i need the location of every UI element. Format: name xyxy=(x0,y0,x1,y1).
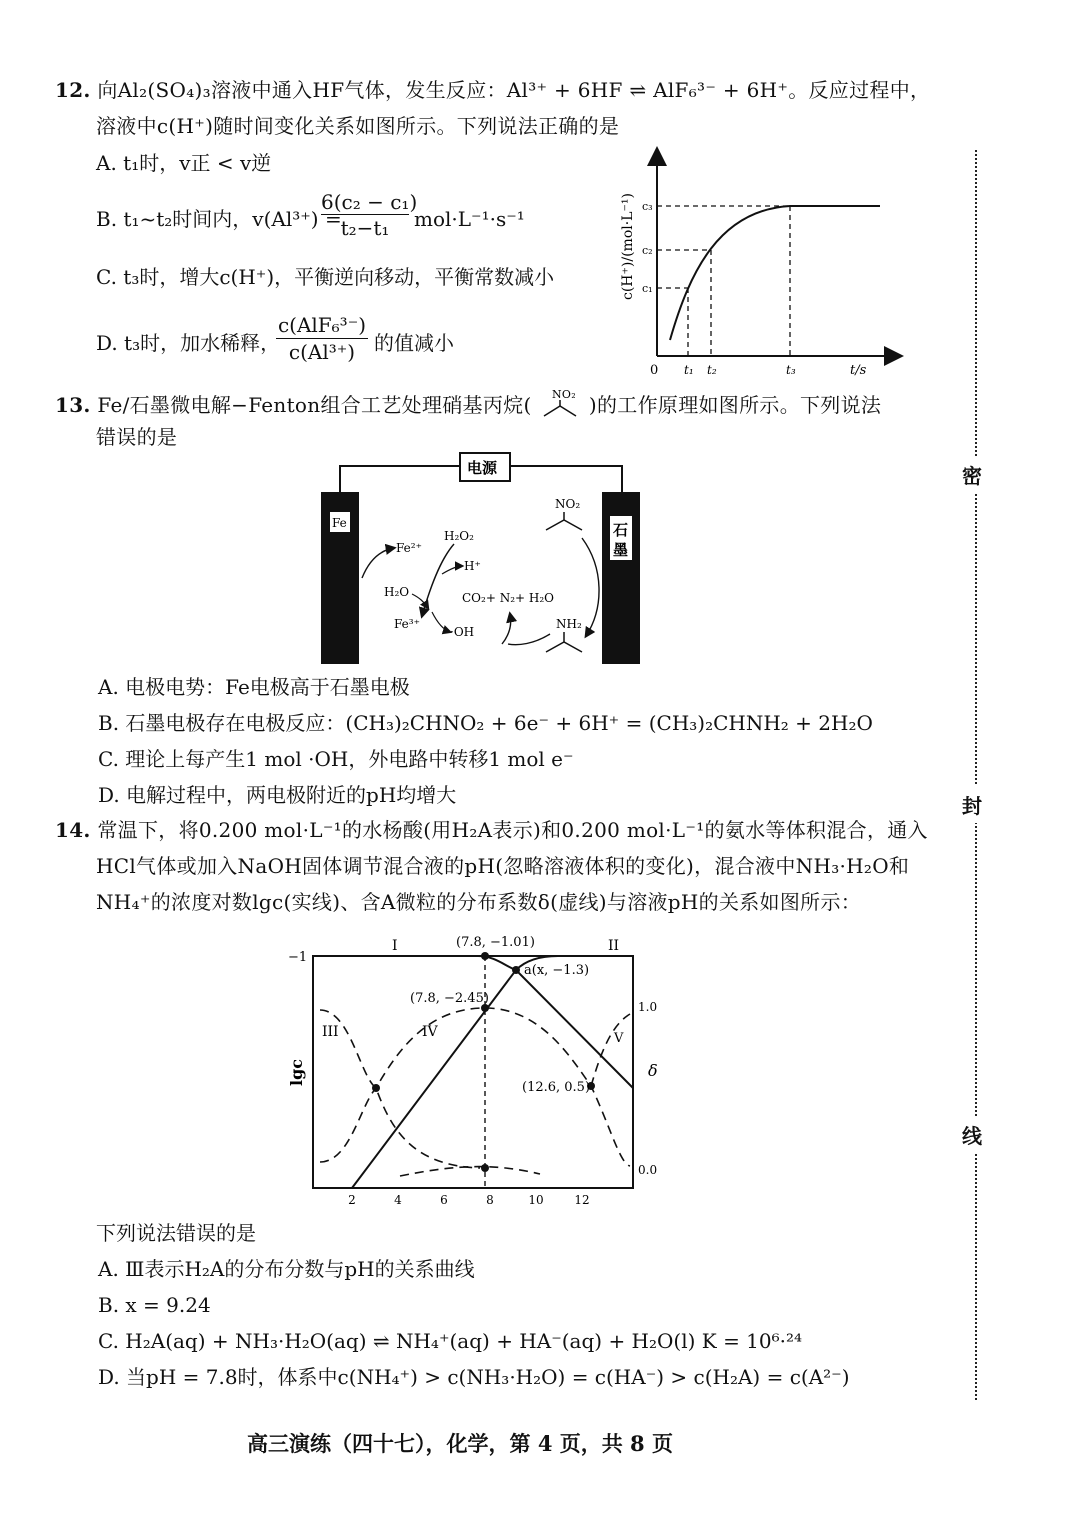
page-footer: 高三演练（四十七），化学，第 4 页，共 8 页 xyxy=(247,1431,673,1456)
q14-stem-line3: NH₄⁺的浓度对数lgc(实线)、含A微粒的分布系数δ(虚线)与溶液pH的关系如图所示： xyxy=(96,890,862,914)
q12-graph-c2: c₂ xyxy=(642,244,653,257)
q13-stem-text1b: )的工作原理如图所示。下列说法 xyxy=(588,393,882,417)
q12-stem-line1 xyxy=(55,77,930,103)
label-delta: δ xyxy=(648,1061,658,1080)
point-7.8-bottom xyxy=(481,1164,489,1172)
label-curve-I: I xyxy=(392,938,398,954)
q12-graph-origin: 0 xyxy=(650,363,659,378)
label-p2: (7.8, −2.45) xyxy=(410,991,489,1006)
q14-option-a: A. Ⅲ表示H₂A的分布分数与pH的关系曲线 xyxy=(98,1257,475,1281)
seal-char-xian: 线 xyxy=(962,1116,982,1153)
h2o2-label: H₂O₂ xyxy=(444,529,474,543)
xtick-4: 4 xyxy=(394,1193,402,1207)
external-circuit-wire-right xyxy=(510,466,622,492)
q12-graph-t3: t₃ xyxy=(786,363,796,377)
label-delta-1: 1.0 xyxy=(638,1000,658,1014)
nitro-group-label: NO₂ xyxy=(552,388,577,401)
q13-option-b: B. 石墨电极存在电极反应：(CH₃)₂CHNO₂ + 6e⁻ + 6H⁺ = (CH₃)₂CHNH₂ + 2H₂O xyxy=(98,711,873,735)
nitro-label: NO₂ xyxy=(555,497,581,511)
seal-dotted-line xyxy=(975,150,977,1400)
q12-graph-ylabel: c(H⁺)/(mol·L⁻¹) xyxy=(620,193,636,300)
seal-char-feng: 封 xyxy=(962,786,982,823)
hplus-arrow xyxy=(442,566,462,574)
hplus-label: H⁺ xyxy=(464,559,481,573)
label-pa: a(x, −1.3) xyxy=(524,963,590,978)
reduction-arrow xyxy=(582,538,599,636)
q14-option-b: B. x = 9.24 xyxy=(98,1293,211,1317)
label-curve-II: II xyxy=(608,938,620,954)
point-7.8-top xyxy=(481,952,489,960)
q12-option-b-fraction xyxy=(321,190,418,241)
label-delta-0: 0.0 xyxy=(638,1163,658,1177)
q12-graph-guides xyxy=(657,206,790,356)
q12-option-b-prefix: B. t₁~t₂时间内，v(Al³⁺) = xyxy=(96,207,342,231)
fe-electrode-label: Fe xyxy=(332,516,347,530)
q12-stem-text1: 向Al₂(SO₄)₃溶液中通入HF气体，发生反应：Al³⁺ + 6HF ⇌ AlF₆³⁻ + 6H⁺。反应过程中， xyxy=(97,78,931,102)
label-lgc: lgc xyxy=(287,1058,306,1086)
xtick-10: 10 xyxy=(528,1193,544,1207)
label-curve-III: III xyxy=(322,1024,339,1040)
label-p3: (12.6, 0.5) xyxy=(522,1080,591,1095)
q13-diagram xyxy=(312,448,652,670)
fe-to-fe2-arrow xyxy=(362,548,394,578)
q12-option-d-numerator: c(AlF₆³⁻) xyxy=(277,313,367,337)
q12-graph-c1: c₁ xyxy=(642,282,653,295)
q12-option-b-numerator: 6(c₂ − c₁) xyxy=(321,190,418,214)
q12-option-a: A. t₁时，v正 < v逆 xyxy=(96,151,272,175)
amine-to-oh-arrow xyxy=(508,634,550,645)
fenton-arrow xyxy=(422,544,454,616)
q14-number: 14. xyxy=(55,818,91,842)
q13-option-d: D. 电解过程中，两电极附近的pH均增大 xyxy=(98,783,457,807)
xtick-2: 2 xyxy=(348,1193,356,1207)
external-circuit-wire xyxy=(340,466,460,492)
q13-number: 13. xyxy=(55,393,91,417)
point-III-IV-cross xyxy=(372,1084,380,1092)
q12-graph-xlabel: t/s xyxy=(850,363,867,378)
q12-option-d-suffix: 的值减小 xyxy=(374,331,454,355)
q12-option-d-prefix: D. t₃时，加水稀释， xyxy=(96,331,281,355)
x-axis-ticks xyxy=(348,1193,589,1207)
q14-graph xyxy=(280,926,670,1216)
q13-option-a: A. 电极电势：Fe电极高于石墨电极 xyxy=(98,675,410,699)
q13-stem-line1 xyxy=(55,388,881,422)
label-curve-V: V xyxy=(614,1031,624,1046)
q13-stem-text1a: Fe/石墨微电解−Fenton组合工艺处理硝基丙烷( xyxy=(97,393,532,417)
label-curve-IV: IV xyxy=(422,1024,438,1040)
q14-option-c: C. H₂A(aq) + NH₃·H₂O(aq) ⇌ NH₄⁺(aq) + HA⁻(aq) + H₂O(l) K = 10⁶·²⁴ xyxy=(98,1329,803,1353)
graphite-label-2: 墨 xyxy=(613,541,629,559)
q12-graph-t2: t₂ xyxy=(707,363,717,377)
q12-graph xyxy=(610,140,920,380)
graphite-label-1: 石 xyxy=(613,521,629,539)
point-a xyxy=(512,966,520,974)
fe2-label: Fe²⁺ xyxy=(396,541,422,555)
curve-III-h2a xyxy=(320,1010,480,1168)
products-label: CO₂+ N₂+ H₂O xyxy=(462,591,554,605)
nitropropane-skeleton xyxy=(546,520,582,530)
seal-char-mi: 密 xyxy=(962,456,982,493)
q12-stem-line2: 溶液中c(H⁺)随时间变化关系如图所示。下列说法正确的是 xyxy=(96,114,620,138)
q12-option-b-unit: mol·L⁻¹·s⁻¹ xyxy=(414,207,525,231)
q14-stem-line1 xyxy=(55,817,928,843)
oh-radical-label: ·OH xyxy=(450,625,475,639)
q12-number: 12. xyxy=(55,78,91,102)
q12-option-b-denominator: t₂−t₁ xyxy=(340,216,390,240)
q12-option-d-denominator: c(Al³⁺) xyxy=(288,340,356,364)
xtick-12: 12 xyxy=(574,1193,590,1207)
q14-stem-text1: 常温下，将0.200 mol·L⁻¹的水杨酸(用H₂A表示)和0.200 mol·L⁻¹的氨水等体积混合，通入 xyxy=(97,818,928,842)
q13-option-c: C. 理论上每产生1 mol ·OH，外电路中转移1 mol e⁻ xyxy=(98,747,574,771)
q14-ask: 下列说法错误的是 xyxy=(96,1221,256,1245)
amine-label: NH₂ xyxy=(556,617,582,631)
curve-II-nh3h2o xyxy=(352,956,633,1188)
xtick-8: 8 xyxy=(486,1193,494,1207)
q13-stem-line2: 错误的是 xyxy=(96,425,178,449)
q14-stem-line2: HCl气体或加入NaOH固体调节混合液的pH(忽略溶液体积的变化)，混合液中NH₃·H₂O和 xyxy=(96,854,910,878)
oxidation-arrow xyxy=(502,614,511,644)
q12-graph-c3: c₃ xyxy=(642,200,653,213)
oh-arrow xyxy=(432,612,450,632)
xtick-6: 6 xyxy=(440,1193,448,1207)
q12-option-c: C. t₃时，增大c(H⁺)，平衡逆向移动，平衡常数减小 xyxy=(96,265,555,289)
q14-option-d: D. 当pH = 7.8时，体系中c(NH₄⁺) > c(NH₃·H₂O) = c(HA⁻) > c(H₂A) = c(A²⁻) xyxy=(98,1365,850,1389)
label-ytop: −1 xyxy=(288,950,308,965)
fe3-label: Fe³⁺ xyxy=(394,617,420,631)
nitropropane-structure-icon xyxy=(538,388,582,422)
q12-graph-curve xyxy=(670,206,880,340)
aminopropane-skeleton xyxy=(546,642,582,652)
power-source-label: 电源 xyxy=(467,459,498,477)
q12-graph-t1: t₁ xyxy=(684,363,694,377)
h2o-label: H₂O xyxy=(384,585,410,599)
q12-option-d-fraction xyxy=(276,312,368,365)
label-p1: (7.8, −1.01) xyxy=(456,935,535,950)
